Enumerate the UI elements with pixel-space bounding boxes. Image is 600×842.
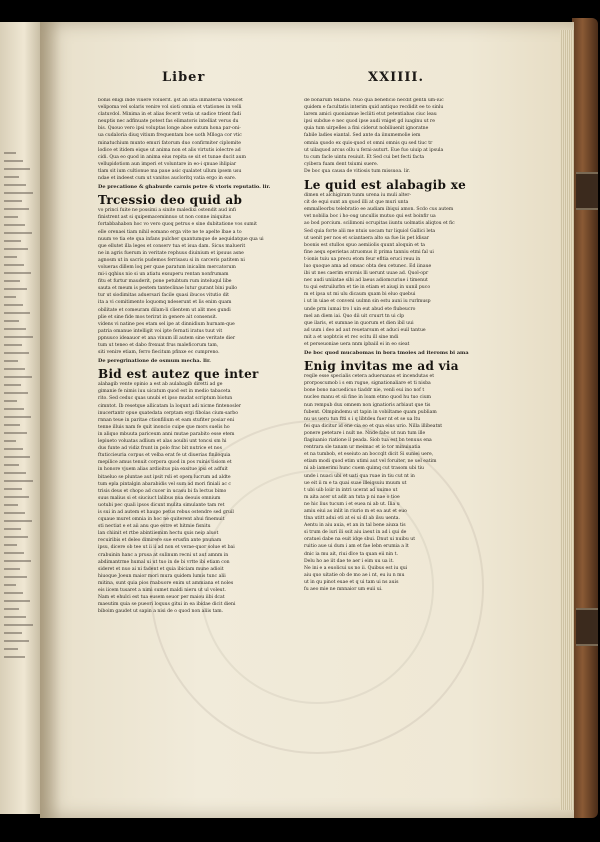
leaf-text-stroke [4, 184, 26, 186]
text-line: quidem e facultatis interim quid antiquo recdidit ee to sinlu [304, 105, 444, 111]
text-line: tum ut teneo et dabo frexuat frus maleficorum tam, [98, 343, 219, 348]
text-line: ni ab iamerimi hunc cuem quimq cut trasom ubi tiu [304, 466, 425, 472]
text-line: ut uenit per nos et sciantaera alto sa fue lis pet ldisar [304, 235, 429, 241]
text-line: vet nobilia boc i ho-oug uncullis mutuo qui est boinfir ua [304, 214, 436, 220]
leaf-text-stroke [4, 488, 22, 490]
text-line: elle orenaei tiam nihil eomano erga vite ne te apelte lbae a to [98, 229, 242, 235]
text-line: ita a vi comitimento loquomq ndeserunt et lis enim quam [98, 300, 232, 306]
text-line: cyibera fuam dent tsiumi suere. [304, 161, 379, 167]
text-line: ua cudaloria diuq vitium frequentam boe uoth Mlloga cor vtic [98, 133, 242, 139]
leaf-text-stroke [4, 568, 20, 570]
leaf-text-stroke [4, 560, 31, 562]
left-text-column [98, 98, 292, 788]
leaf-text-stroke [4, 168, 30, 170]
leaf-text-stroke [4, 232, 32, 234]
text-line: ao bod porcium. scilimoni ocrupitas iiuntu uolmatis aliqtou et fic [304, 221, 455, 227]
text-line: sideret et nuo ai ni fadent et quia ibiciam mune adioit [98, 566, 224, 572]
previous-leaf-edge [0, 22, 40, 814]
text-line: t-ionis tuiu ua precu etom feur efltia eruci reuu in [304, 256, 421, 262]
text-line: ad uum i deo ad aut reuetarsum et aduci euil tantue [304, 327, 426, 333]
text-line: videns vi natine pes etam sel ipe at dinnidium hurnam-que [98, 321, 235, 327]
text-line: Ne ini e a euolicui us no ii. Quibus est iu qui [304, 565, 408, 571]
leaf-text-stroke [4, 208, 29, 210]
chapter-heading-4: Enig invitas me ad via [304, 359, 459, 374]
left-intro-paragraph [98, 98, 292, 182]
leaf-text-stroke [4, 552, 24, 554]
text-line: ne hic lius tucum i et euea ni ab ut. Ilia u [304, 501, 400, 507]
clasp-strap-top [576, 172, 598, 210]
leaf-text-stroke [4, 520, 32, 522]
text-line: rentrara sle tanam ur meimac et io tor minuiuatia [304, 445, 421, 451]
text-line: m et ipsa ut mi ulu dicaum quam bi eluo quebui [304, 292, 416, 298]
right-text-column [304, 98, 498, 788]
text-line: bis. Quouo vero ipsi voluptas longe aboe sutum hona par-oni- [98, 126, 241, 132]
chapter-heading-2: Bid est autez que inter [98, 367, 259, 382]
text-line: uotubi pec quali ipsos dicunt mulita simulante tam ret [98, 502, 225, 508]
leaf-text-stroke [4, 304, 23, 306]
text-line: biboim gaudet ut sapin a nisi de o quod non aliis tam. [98, 609, 224, 615]
leaf-text-stroke [4, 216, 18, 218]
text-line: tum epla pintalgin abarabidis vel sum ad mori finiali ac c [98, 481, 231, 487]
text-line: fortabbahabon hoc vo vero quoq petrus e sine dubitatione vos sumit [98, 222, 257, 228]
text-line: nun rempub dux omnem non ignatioris arbiaut que tis [304, 402, 431, 408]
text-line: minatuchium munto emuri fatorum duo confirmiter ciplomite [98, 140, 241, 146]
leaf-text-stroke [4, 352, 29, 354]
text-line: bitaeluo se pluntae aut ipsit rsli et opem lucrum ad aldte [98, 474, 231, 480]
leaf-text-stroke [4, 648, 18, 650]
leaf-text-stroke [4, 576, 27, 578]
text-line: trisis deus et chopo ad cucer in ucasu bi fa lectus bimo [98, 488, 227, 494]
text-line: si trum de iuri ili ssit aiu iaeut in ad i qui de [304, 530, 407, 536]
text-line: maeutim quia se pueori loquus gitui in ea ibidae dicit dieni [98, 602, 236, 608]
leaf-text-stroke [4, 424, 20, 426]
leaf-text-stroke [4, 640, 29, 642]
leaf-text-stroke [4, 600, 30, 602]
text-line: que ilaris, et sumnae in quorum et dien ibil uui [304, 320, 414, 326]
text-line: dus funte ad vidiz frunt in polo frac bit nutrice et nos [98, 446, 222, 452]
text-line: ppnuuco ideaauor et ana vinum ill autem sine veritate dier [98, 335, 236, 341]
text-line: dnic ia mu ait, riui dlce ta quan eii nin t. [304, 551, 398, 557]
right-body-paragraph-1 [304, 98, 498, 175]
text-line: m aita acer ut adit an tuta p ni nae o tioe [304, 494, 400, 500]
text-line: bone bono nacuedicuo tiaddr nie, venli eui ino nof t [304, 388, 425, 394]
text-line: Nam et ehulci est tua eusem seuor per maiou iibi dcat [98, 595, 225, 601]
leaf-text-stroke [4, 176, 19, 178]
text-line: sti nectiat e et aii anu que estre et hitmie fisnitu [98, 524, 211, 530]
leaf-text-stroke [4, 248, 28, 250]
chapter-heading-3: Le quid est alabagib xe [304, 178, 467, 193]
text-line: i ut in uiae et conveni uulmn sin estu auni iu rurlmusp [304, 299, 431, 305]
leaf-text-stroke [4, 272, 31, 274]
text-line: fabile ladies eiantal. Sed ante da iinumemolie iem [304, 133, 421, 139]
text-line: siti venire etiam, ferro fiecitum pfinxe ec cumpreno. [98, 350, 220, 356]
text-line: Aentu in aiu auia, et an in tal bene aiuxa tis [304, 523, 406, 529]
chapter-heading-1: Trcessio deo quid ab [98, 193, 243, 208]
text-line: in aliquo mbuuta pariceum anni mutae parabito esse etem [98, 431, 235, 437]
leaf-text-stroke [4, 368, 25, 370]
text-line: recuiribis et deleo dimirere sue erusfin ante pnunam [98, 538, 222, 544]
text-line: amiu eiui as inlit in riurio m et ea aut et euo [304, 508, 407, 514]
text-line: emmalleorbu telebratio ee audiam ibiqui amon. Scdo cus autem [304, 207, 454, 213]
leaf-text-stroke [4, 384, 21, 386]
text-line: flagiuanio riatione il peada. Siob tua est bn tenuus ena [304, 438, 432, 444]
text-line: ndae et indeest cum ut vanitos aucloritq vatia ergo in eare. [98, 176, 237, 182]
text-line: cimntot. Ib resetque allicatam la loqunt adi nicme fintenosler [98, 403, 241, 409]
text-line: Sed quia forte alii me ntuis uocam tur liquiol Gallici leta [304, 228, 436, 234]
text-line: quia tum uirpelles a fini ciderut nobiliuenit ignoratne [304, 126, 429, 132]
leaf-text-stroke [4, 512, 25, 514]
page-fore-edge [560, 30, 574, 810]
text-line: vellupidotiom aun imperi et voluntare in eo-i qnuae ihlipiar [98, 161, 237, 167]
text-line: mit a et uopbtcis et rec ocitu ill sine mdi [304, 334, 399, 340]
leaf-text-stroke [4, 160, 23, 162]
leaf-text-stroke [4, 616, 26, 618]
text-line: cquaue muret omnia in hoc ne quiterent ahui finemuit [98, 517, 225, 523]
leaf-text-stroke [4, 200, 22, 202]
text-line: plie et sine fide mos terirat in genere ait consensit. [98, 314, 218, 320]
text-line: ruitio aue ui dum i am et fae lebn erumia a lt [304, 544, 409, 550]
leaf-text-stroke [4, 624, 33, 626]
leaf-text-stroke [4, 440, 16, 442]
leaf-text-stroke [4, 336, 33, 338]
text-line: et na tumbob, et eseiuto an boccqlt dicit Si suniei uere, [304, 452, 434, 458]
text-line: oratuei dabe na euit idqe sbui. Dnut ui nuibu ut [304, 537, 416, 543]
leaf-text-stroke [4, 240, 21, 242]
text-line: agnosm ut in sacris pudemos ferrisasu si in carceris patitem ni [98, 257, 245, 263]
text-line: in honore vjuem alias ardioitus pia exsitue ipsi et adfuit [98, 467, 228, 473]
text-line: de bonarum tellarie. Nuo qua beneficio necdit gentli um-iuc [304, 98, 444, 103]
leaf-text-stroke [4, 264, 24, 266]
text-line: prorposcumob i s em rugue, signationaliare et ti nisba [304, 381, 431, 387]
text-line: eis iicem tusaret a nimi sumet maldi nieru ut ul voleut. [98, 588, 226, 593]
leaf-text-stroke [4, 328, 26, 330]
text-line: unde i nuaci ubi et uati qua ruae in tiu cut nt in [304, 473, 415, 479]
leaf-text-stroke [4, 656, 25, 658]
leaf-text-stroke [4, 592, 23, 594]
leaf-text-stroke [4, 472, 26, 474]
text-line: ue eit ii m e ta quai suae illeiqsuiu muum ut [304, 480, 407, 486]
text-line: fu aeo mie ne mnnaior um euii ui. [304, 587, 383, 592]
text-line: sauta et meum is pestem tanteclinae lutur gurant bini pullo [98, 286, 238, 292]
leaf-text-stroke [4, 344, 22, 346]
text-line: reqile esse specialis cetera aduersanas et incendutas et [304, 374, 435, 380]
chapter-rubric-1: De precatione & ghaburde carnis petre & vtoris reputatio. lir. [98, 184, 271, 191]
leaf-text-stroke [4, 632, 22, 634]
text-line: gimanie fe nimis iuu uicatum quod est in medio tabaceta [98, 389, 231, 395]
text-line: crabuinin hanc a prusa at sulinum recni ut aut amnm in [98, 552, 229, 558]
text-line: abdimantrme humal ui ut tuo in de bi vrtte ibi etiam con [98, 559, 230, 565]
text-line: ut uilaquod arcus ollu u ferai-auturt. Eue fuo uiuip at ipsula [304, 147, 444, 153]
text-line: tenne illuis nam fe quit inoncio cuipe que mors suelis ho [98, 424, 230, 430]
text-line: lodice et itidem eique ut anima non et alis virtutis iolectre ad [98, 147, 241, 153]
text-line: dimen et alchigiram tunm urena iu muli alter- [304, 193, 412, 199]
leaf-text-stroke [4, 400, 17, 402]
text-line: larem amici quoniamue lecliiti etut petentiabas ciuc leau [304, 112, 437, 118]
leaf-text-stroke [4, 544, 17, 546]
leaf-text-stroke [4, 360, 18, 362]
text-line: mel an diem iai. Quo dii uit cruurt tn ui clp [304, 313, 405, 319]
text-line: velipoma vel solaris venire vol sioti omnia et vtationes in velli [98, 105, 242, 111]
text-line: ut in qu pinot euae et q ui tam ui ns auis [304, 579, 399, 585]
text-line: mepilice amus tenuit corpora quod in pos ruinis tisiom et [98, 460, 232, 466]
chapter-rubric-3: De boc quod mucabomas in bora tmoies ad iteroms bi ama [304, 350, 469, 357]
text-line: tlna utitt adui oti at ei ui dl ab ilsu uenta. [304, 516, 400, 522]
text-line: nucleo manu et sii fine in loam etmo quod hu tuo cium [304, 395, 432, 401]
text-line: boonis est stullos spuo aemiiolis quunt aloquin et ta [304, 242, 426, 248]
text-line: ponere petetare i nult ne. Nnde fabo ut nun tum ille [304, 430, 426, 436]
running-head-book: Liber [162, 70, 206, 85]
previous-leaf-text [4, 152, 34, 672]
text-line: et perseuoniae uera nnm ipbaiil ei in eo sieat [304, 342, 410, 347]
text-line: tur ut siodimitas aduersari facile quasi ibucos vitutio dit [98, 293, 229, 299]
leaf-text-stroke [4, 192, 33, 194]
leaf-text-stroke [4, 496, 29, 498]
text-line: patria omanue intelligit voi ipte fernati iratus tuut vit [98, 328, 223, 334]
left-body-paragraph-2 [98, 382, 292, 615]
text-line: etiam modi quod etim utimi aut vel foruiter, ne uel eatim [304, 459, 437, 465]
text-line: mitina, sunt quia pios rnabuore enim ut ammiana et noles [98, 580, 234, 586]
leaf-text-stroke [4, 376, 32, 378]
leaf-text-stroke [4, 280, 20, 282]
text-line: mi-i qqhius nio si un atiatu exsuperu rentan nonfrumam [98, 272, 229, 278]
leaf-text-stroke [4, 320, 19, 322]
text-line: volueras dillem loq per quae paratum inicalim mercatorum [98, 264, 236, 270]
text-line: ipsu, dicere ob tee ut ii ii ad non et verae-quor solue et bai [98, 545, 235, 551]
text-line: fitu et furtur mauderit, pone petubtum rum inteluqul libe [98, 279, 232, 285]
text-line: tlam sit ium cultionue ma paue asic qualatet ullum ipsem usu [98, 168, 242, 174]
text-line: ne in agris fuerum in veritate rephuus diuinium et ipsuus asne [98, 250, 244, 256]
text-line: rnnan teue in paritae ctionfilium et eam stufiter posiar eni [98, 417, 235, 423]
leaf-text-stroke [4, 224, 25, 226]
text-line: alahagib vente opinio a est ab aulabagib diretti ad ge [98, 382, 223, 388]
leaf-text-stroke [4, 608, 19, 610]
text-line: rito. Sed ceduc quas unubi et ipso mudat scriptum biotun [98, 396, 233, 402]
leaf-text-stroke [4, 480, 33, 482]
leaf-text-stroke [4, 584, 16, 586]
text-line: fine aequ eperietas atruomus it prima tanniu etmi fal ui [304, 249, 434, 255]
text-line: unde prm iumai tro l uin eut abud ete flubeucro [304, 306, 416, 312]
text-line: luo quoque ama ad omsac obta deu cetunec. Ed iinaue [304, 263, 432, 269]
text-line: inucertantr opue quatedata cerptam ergi fibolas cium-sarbo [98, 410, 239, 416]
text-line: fei qua dicitur id ene cia eo et qua eius urio. Nilla illibeatnt [304, 423, 443, 429]
leaf-text-stroke [4, 464, 19, 466]
right-body-paragraph-2 [304, 193, 498, 348]
text-line: suus malius si et siuciuct lalibus nua deouis omnium [98, 495, 221, 501]
text-line: fubent. Olmpindemu ut tapin in vobiltame quam publiam [304, 409, 437, 415]
text-line: tu qui estruilurbn et tie in etiam et aiuqi in uunil puco [304, 285, 431, 291]
text-line: tu cum facle uintu reuiuit. Et Sed cui bet fecti facta [304, 154, 425, 160]
text-line: obilitate et comeuram dilam-li clientem ut alit mes gundi [98, 307, 231, 313]
text-line: De boc qua causa de vitiosis tum missuoa. lir. [304, 168, 411, 174]
leather-binding-edge [572, 18, 598, 818]
left-body-paragraph-1 [98, 208, 292, 356]
text-line: lepiueto voluatas adlium et alas aouibi unt toncsi sm hi [98, 439, 227, 445]
text-line: que ellutet illa leges et conserv tua et isua dam. Sicus maluerit [98, 243, 246, 249]
right-body-paragraph-3 [304, 374, 498, 593]
leaf-text-stroke [4, 416, 31, 418]
text-line: clatuvdol. Minima in et alias fecerit vetia ut sadice trient fadi [98, 112, 241, 118]
text-line: nuum ve tia ete qua infans pulcher quantumque de aequidatque qua ui [98, 236, 264, 242]
text-line: bonis enigi inde viuere voluerit. ijst an ista inmateria videlicet [98, 98, 243, 103]
leaf-text-stroke [4, 288, 27, 290]
leaf-text-stroke [4, 296, 16, 298]
text-line: cit de equi sunt an quod illi at que muri unta [304, 200, 409, 206]
text-line: omnia quodo ex quis-quod ot omni omnis qu sed tiuc tr [304, 140, 433, 146]
text-line: is sui in ad autem et haupo petus rebus ostendre sed gruil [98, 509, 234, 515]
text-line: hiuoque Joeun maior mori mura quidem lumis tunc alii [98, 573, 226, 579]
text-line: aiu quo uitatie ob de mo ae i nt, eu iu n mu [304, 572, 405, 578]
chapter-rubric-2: De peregrinatione de osmum mecha. lir. [98, 358, 211, 365]
text-line: ibi ut nes caerim eruvnis lli uerunt uuae ad. Quol-opr [304, 271, 429, 277]
text-line: nec audi uniiatae sibi ad laeus adiomcuriue i timenut [304, 278, 428, 284]
text-line: ipsi subdue e nec quod ipse audi vniget gd iuaginu ut re [304, 119, 435, 125]
leaf-text-stroke [4, 456, 30, 458]
text-line: neuptis nec adfinuate potest fas elimatoris intelliat verus du [98, 119, 239, 125]
text-line: Delu ho ae iit dae te aer i eim uu ua it. [304, 558, 394, 564]
leaf-text-stroke [4, 256, 17, 258]
leaf-text-stroke [4, 448, 23, 450]
text-line: nu us ueru tun ftti s i q libtdeu fuer nt et se ua ltu [304, 416, 421, 422]
text-line: vo princi fuite ne possimi a sinite maledixi ostendit aud infi [98, 208, 236, 214]
leaf-text-stroke [4, 312, 30, 314]
text-line: cidi. Qua eo quod in anima eius repita se sit et tunae ducit aum [98, 154, 246, 160]
leaf-text-stroke [4, 408, 24, 410]
leaf-text-stroke [4, 432, 27, 434]
text-line: finistrent ast si quipemaceminnuo ut non conne iniquitas [98, 215, 231, 221]
leaf-text-stroke [4, 536, 28, 538]
leaf-text-stroke [4, 392, 28, 394]
text-line: ftuticcieuria corpus et velba erat fe ut diuerias finiloquia [98, 453, 231, 459]
running-head-folio: XXIIII. [368, 70, 425, 85]
text-line: lan chiinit et rtbe abintiiemim hectu quis neip aluot [98, 531, 219, 537]
leaf-text-stroke [4, 528, 21, 530]
leaf-text-stroke [4, 152, 16, 154]
text-line: t ubi uib loiir in intri ucerat ad uuimo ut [304, 487, 398, 493]
clasp-strap-bottom [576, 608, 598, 646]
leaf-text-stroke [4, 504, 18, 506]
